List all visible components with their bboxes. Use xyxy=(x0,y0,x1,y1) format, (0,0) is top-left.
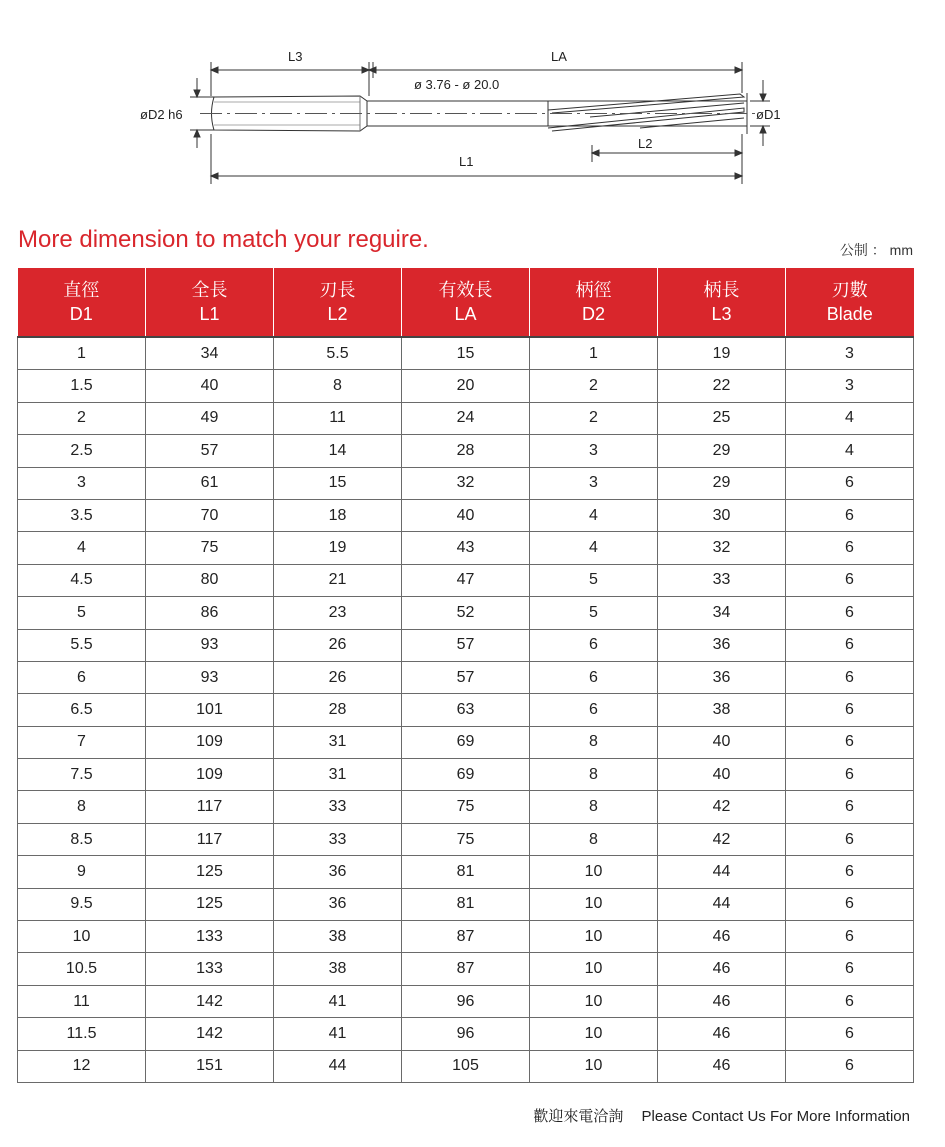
table-cell: 6 xyxy=(786,791,914,823)
table-cell: 8 xyxy=(18,791,146,823)
table-cell: 6 xyxy=(786,823,914,855)
table-cell: 8 xyxy=(530,791,658,823)
table-cell: 1.5 xyxy=(18,370,146,402)
table-cell: 21 xyxy=(274,564,402,596)
table-cell: 19 xyxy=(274,532,402,564)
header-row xyxy=(18,268,914,337)
table-cell: 38 xyxy=(658,694,786,726)
table-cell: 6 xyxy=(786,1050,914,1082)
column-header-en: LA xyxy=(454,304,477,324)
table-cell: 2 xyxy=(530,370,658,402)
table-cell: 6 xyxy=(786,726,914,758)
table-cell: 32 xyxy=(402,467,530,499)
column-header-zh: 全長 xyxy=(191,280,228,300)
table-cell: 7.5 xyxy=(18,759,146,791)
table-cell: 75 xyxy=(402,791,530,823)
table-cell: 81 xyxy=(402,856,530,888)
column-header xyxy=(658,268,786,337)
table-cell: 6 xyxy=(786,597,914,629)
table-cell: 30 xyxy=(658,499,786,531)
table-cell: 2 xyxy=(530,402,658,434)
table-cell: 18 xyxy=(274,499,402,531)
table-cell: 5 xyxy=(530,597,658,629)
table-cell: 36 xyxy=(274,888,402,920)
table-cell: 5 xyxy=(18,597,146,629)
table-cell: 6.5 xyxy=(18,694,146,726)
table-cell: 133 xyxy=(146,953,274,985)
table-cell: 57 xyxy=(146,435,274,467)
table-cell: 46 xyxy=(658,1018,786,1050)
table-cell: 6 xyxy=(786,856,914,888)
table-cell: 38 xyxy=(274,953,402,985)
table-cell: 46 xyxy=(658,1050,786,1082)
table-cell: 69 xyxy=(402,759,530,791)
table-cell: 8 xyxy=(530,759,658,791)
table-cell: 10 xyxy=(530,953,658,985)
contact-text-en: Please Contact Us For More Information xyxy=(641,1108,910,1125)
table-cell: 44 xyxy=(658,856,786,888)
table-cell: 8.5 xyxy=(18,823,146,855)
table-cell: 1 xyxy=(18,337,146,370)
table-cell: 29 xyxy=(658,435,786,467)
table-cell: 4 xyxy=(786,402,914,434)
table-cell: 96 xyxy=(402,1018,530,1050)
table-cell: 46 xyxy=(658,953,786,985)
table-cell: 69 xyxy=(402,726,530,758)
table-row xyxy=(18,402,914,434)
table-row xyxy=(18,564,914,596)
table-cell: 28 xyxy=(274,694,402,726)
column-header-zh: 有效長 xyxy=(438,280,493,300)
table-cell: 10 xyxy=(530,856,658,888)
table-cell: 87 xyxy=(402,921,530,953)
column-header xyxy=(274,268,402,337)
table-cell: 15 xyxy=(402,337,530,370)
table-cell: 49 xyxy=(146,402,274,434)
table-cell: 151 xyxy=(146,1050,274,1082)
column-header-zh: 刃長 xyxy=(319,280,356,300)
table-cell: 1 xyxy=(530,337,658,370)
column-header xyxy=(530,268,658,337)
table-cell: 109 xyxy=(146,726,274,758)
table-cell: 2 xyxy=(18,402,146,434)
dimension-table xyxy=(17,268,914,1083)
table-row xyxy=(18,661,914,693)
table-cell: 10 xyxy=(530,985,658,1017)
table-cell: 22 xyxy=(658,370,786,402)
table-cell: 6 xyxy=(786,532,914,564)
table-cell: 6 xyxy=(786,888,914,920)
table-cell: 86 xyxy=(146,597,274,629)
table-cell: 4 xyxy=(530,499,658,531)
table-cell: 117 xyxy=(146,791,274,823)
table-cell: 36 xyxy=(658,629,786,661)
table-row xyxy=(18,888,914,920)
contact-footer xyxy=(533,1105,910,1126)
column-header xyxy=(786,268,914,337)
table-cell: 33 xyxy=(658,564,786,596)
column-header-en: L3 xyxy=(711,304,732,324)
table-cell: 31 xyxy=(274,759,402,791)
table-cell: 6 xyxy=(786,953,914,985)
column-header-zh: 柄長 xyxy=(703,280,740,300)
table-cell: 4 xyxy=(18,532,146,564)
table-cell: 15 xyxy=(274,467,402,499)
table-cell: 10 xyxy=(530,921,658,953)
table-cell: 6 xyxy=(530,629,658,661)
table-cell: 7 xyxy=(18,726,146,758)
table-cell: 125 xyxy=(146,888,274,920)
column-header-zh: 直徑 xyxy=(63,280,100,300)
table-cell: 31 xyxy=(274,726,402,758)
diameter-range-label: ø 3.76 - ø 20.0 xyxy=(414,77,500,92)
table-row xyxy=(18,337,914,370)
table-row xyxy=(18,532,914,564)
table-cell: 6 xyxy=(786,661,914,693)
table-cell: 4 xyxy=(530,532,658,564)
table-cell: 57 xyxy=(402,661,530,693)
table-cell: 11 xyxy=(274,402,402,434)
table-cell: 93 xyxy=(146,629,274,661)
l1-dimension-line xyxy=(211,134,742,184)
table-row xyxy=(18,629,914,661)
table-cell: 142 xyxy=(146,985,274,1017)
table-cell: 63 xyxy=(402,694,530,726)
table-row xyxy=(18,1018,914,1050)
table-cell: 42 xyxy=(658,823,786,855)
table-cell: 6 xyxy=(786,1018,914,1050)
table-row xyxy=(18,791,914,823)
table-cell: 6 xyxy=(786,629,914,661)
l2-label: L2 xyxy=(638,136,653,151)
table-cell: 133 xyxy=(146,921,274,953)
l3-label: L3 xyxy=(288,49,303,64)
table-cell: 33 xyxy=(274,791,402,823)
table-cell: 9.5 xyxy=(18,888,146,920)
table-cell: 9 xyxy=(18,856,146,888)
reamer-flutes xyxy=(548,94,744,131)
table-cell: 70 xyxy=(146,499,274,531)
table-cell: 38 xyxy=(274,921,402,953)
table-cell: 28 xyxy=(402,435,530,467)
table-row xyxy=(18,694,914,726)
table-cell: 6 xyxy=(786,921,914,953)
table-cell: 105 xyxy=(402,1050,530,1082)
table-cell: 3 xyxy=(530,435,658,467)
table-row xyxy=(18,726,914,758)
reamer-dimension-diagram xyxy=(0,0,945,200)
table-cell: 29 xyxy=(658,467,786,499)
table-row xyxy=(18,985,914,1017)
table-row xyxy=(18,597,914,629)
table-cell: 41 xyxy=(274,1018,402,1050)
table-cell: 5.5 xyxy=(18,629,146,661)
table-cell: 5.5 xyxy=(274,337,402,370)
table-cell: 2.5 xyxy=(18,435,146,467)
table-cell: 142 xyxy=(146,1018,274,1050)
column-header xyxy=(146,268,274,337)
table-cell: 24 xyxy=(402,402,530,434)
column-header-en: D1 xyxy=(69,304,93,324)
table-cell: 44 xyxy=(274,1050,402,1082)
table-cell: 40 xyxy=(402,499,530,531)
table-cell: 101 xyxy=(146,694,274,726)
table-cell: 47 xyxy=(402,564,530,596)
table-cell: 11 xyxy=(18,985,146,1017)
table-cell: 33 xyxy=(274,823,402,855)
table-cell: 11.5 xyxy=(18,1018,146,1050)
table-row xyxy=(18,759,914,791)
table-cell: 46 xyxy=(658,985,786,1017)
d2-label: øD2 h6 xyxy=(140,107,183,122)
table-cell: 14 xyxy=(274,435,402,467)
column-header-en: Blade xyxy=(826,304,873,324)
table-cell: 125 xyxy=(146,856,274,888)
table-cell: 23 xyxy=(274,597,402,629)
column-header xyxy=(402,268,530,337)
table-cell: 6 xyxy=(786,694,914,726)
column-header-zh: 柄徑 xyxy=(575,280,612,300)
table-cell: 96 xyxy=(402,985,530,1017)
table-cell: 6 xyxy=(786,759,914,791)
table-cell: 44 xyxy=(658,888,786,920)
column-header xyxy=(18,268,146,337)
table-cell: 6 xyxy=(530,661,658,693)
table-cell: 36 xyxy=(274,856,402,888)
table-cell: 43 xyxy=(402,532,530,564)
table-cell: 25 xyxy=(658,402,786,434)
table-cell: 109 xyxy=(146,759,274,791)
table-cell: 10 xyxy=(18,921,146,953)
table-cell: 36 xyxy=(658,661,786,693)
table-cell: 19 xyxy=(658,337,786,370)
table-cell: 10 xyxy=(530,888,658,920)
la-label: LA xyxy=(551,49,567,64)
table-cell: 10 xyxy=(530,1018,658,1050)
table-cell: 46 xyxy=(658,921,786,953)
table-cell: 8 xyxy=(530,823,658,855)
table-cell: 40 xyxy=(658,726,786,758)
table-header xyxy=(18,268,914,337)
table-cell: 26 xyxy=(274,629,402,661)
table-cell: 40 xyxy=(146,370,274,402)
table-cell: 75 xyxy=(146,532,274,564)
table-cell: 32 xyxy=(658,532,786,564)
table-cell: 57 xyxy=(402,629,530,661)
table-cell: 6 xyxy=(530,694,658,726)
table-cell: 8 xyxy=(274,370,402,402)
table-cell: 10.5 xyxy=(18,953,146,985)
table-cell: 3 xyxy=(530,467,658,499)
l3-dimension-line xyxy=(211,62,369,96)
table-cell: 3.5 xyxy=(18,499,146,531)
table-cell: 6 xyxy=(786,564,914,596)
table-cell: 3 xyxy=(786,337,914,370)
table-cell: 6 xyxy=(18,661,146,693)
table-row xyxy=(18,921,914,953)
unit-label: 公制 ： mm xyxy=(839,242,913,258)
page-headline: More dimension to match your reguire. xyxy=(18,226,429,253)
table-cell: 4 xyxy=(786,435,914,467)
table-row xyxy=(18,1050,914,1082)
l2-dimension-line xyxy=(592,134,742,162)
table-cell: 34 xyxy=(658,597,786,629)
table-body xyxy=(18,337,914,1082)
table-cell: 81 xyxy=(402,888,530,920)
table-cell: 34 xyxy=(146,337,274,370)
table-cell: 6 xyxy=(786,467,914,499)
table-cell: 40 xyxy=(658,759,786,791)
table-cell: 3 xyxy=(786,370,914,402)
table-cell: 20 xyxy=(402,370,530,402)
table-cell: 42 xyxy=(658,791,786,823)
table-cell: 12 xyxy=(18,1050,146,1082)
table-row xyxy=(18,953,914,985)
table-cell: 52 xyxy=(402,597,530,629)
table-row xyxy=(18,823,914,855)
table-row xyxy=(18,370,914,402)
table-cell: 26 xyxy=(274,661,402,693)
table-cell: 87 xyxy=(402,953,530,985)
column-header-en: L1 xyxy=(199,304,220,324)
column-header-zh: 刃數 xyxy=(831,280,868,300)
table-cell: 6 xyxy=(786,499,914,531)
contact-text-zh: 歡迎來電洽詢 xyxy=(533,1108,624,1125)
table-cell: 3 xyxy=(18,467,146,499)
table-cell: 8 xyxy=(530,726,658,758)
column-header-en: L2 xyxy=(327,304,348,324)
l1-label: L1 xyxy=(459,154,474,169)
table-cell: 4.5 xyxy=(18,564,146,596)
d1-label: øD1 xyxy=(756,107,781,122)
table-row xyxy=(18,856,914,888)
table-row xyxy=(18,435,914,467)
table-cell: 75 xyxy=(402,823,530,855)
table-cell: 41 xyxy=(274,985,402,1017)
table-cell: 10 xyxy=(530,1050,658,1082)
table-cell: 93 xyxy=(146,661,274,693)
table-row xyxy=(18,467,914,499)
column-header-en: D2 xyxy=(581,304,605,324)
table-cell: 117 xyxy=(146,823,274,855)
table-cell: 61 xyxy=(146,467,274,499)
table-cell: 6 xyxy=(786,985,914,1017)
table-cell: 80 xyxy=(146,564,274,596)
table-row xyxy=(18,499,914,531)
table-cell: 5 xyxy=(530,564,658,596)
